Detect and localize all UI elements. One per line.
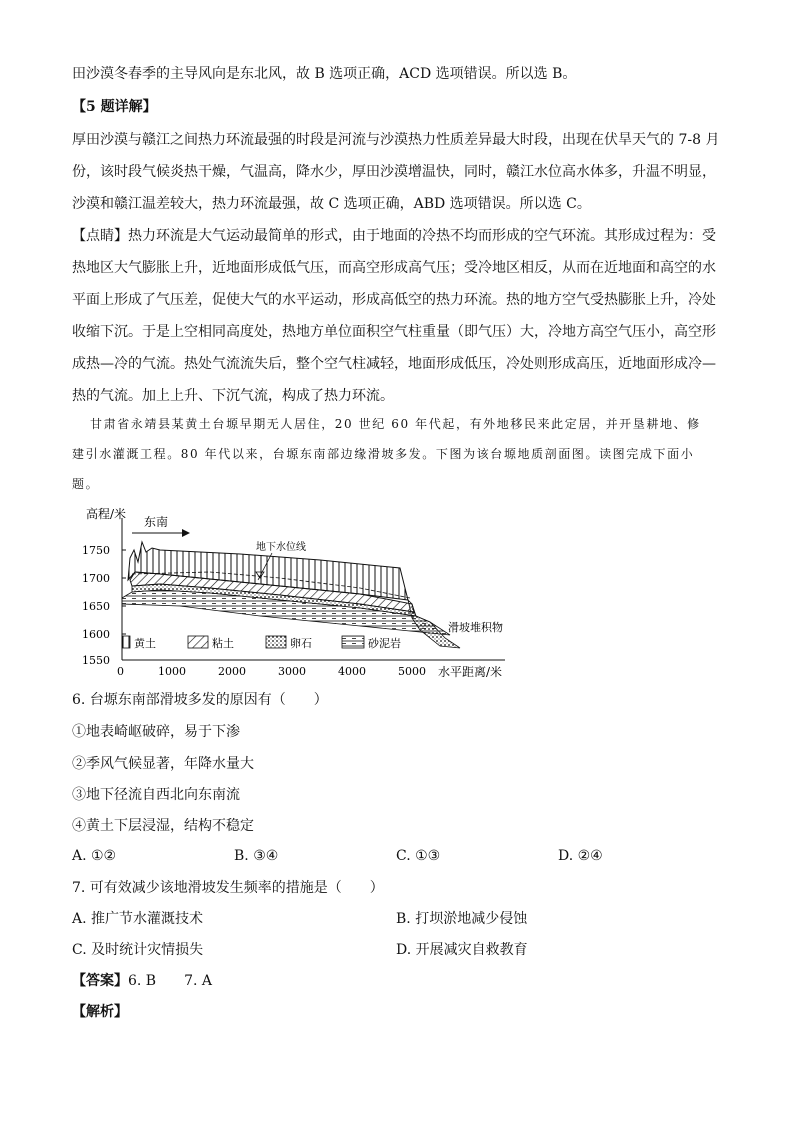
legend-loess: 黄土 <box>134 637 156 650</box>
text-line: 热的气流。加上上升、下沉气流，构成了热力环流。 <box>72 388 394 404</box>
text-line: 收缩下沉。于是上空相同高度处，热地方单位面积空气柱重量（即气压）大，冷地方高空气压小，高空形 <box>72 324 716 340</box>
question-7-option-b: B. 打坝淤地减少侵蚀 <box>396 911 528 927</box>
x-tick-label: 4000 <box>338 665 366 678</box>
question-6-option-a: A. ①② <box>72 848 117 864</box>
x-tick-label: 1000 <box>158 665 186 678</box>
question-6-item: ③地下径流自西北向东南流 <box>72 787 240 803</box>
question-6-option-b: B. ③④ <box>234 848 279 864</box>
y-axis-label: 高程/米 <box>86 507 127 521</box>
question-7-option-a: A. 推广节水灌溉技术 <box>72 911 204 927</box>
question-6-item: ①地表崎岖破碎，易于下渗 <box>72 724 240 740</box>
legend-sandstone: 砂泥岩 <box>368 637 401 650</box>
question-7-option-c: C. 及时统计灾情损失 <box>72 942 204 958</box>
y-tick-label: 1750 <box>82 544 110 557</box>
text-line: 田沙漠冬春季的主导风向是东北风，故 B 选项正确，ACD 选项错误。所以选 B。 <box>72 66 577 82</box>
y-tick-label: 1700 <box>82 572 110 585</box>
x-tick-label: 0 <box>117 665 124 678</box>
legend-gravel: 卵石 <box>290 637 312 650</box>
x-tick-label: 3000 <box>278 665 306 678</box>
y-tick-label: 1650 <box>82 600 110 613</box>
intro-line: 甘肃省永靖县某黄土台塬早期无人居住，20 世纪 60 年代起，有外地移民来此定居，并开垦耕地、修 <box>90 417 701 431</box>
intro-line: 题。 <box>72 477 100 491</box>
answer-text: 6. B 7. A <box>128 973 213 989</box>
question-7-option-d: D. 开展减灾自救教育 <box>396 942 528 958</box>
x-axis-label: 水平距离/米 <box>438 665 503 679</box>
analysis-heading: 【解析】 <box>72 1004 128 1020</box>
question-6-item: ②季风气候显著，年降水量大 <box>72 756 254 772</box>
geologic-profile-figure <box>60 500 530 690</box>
section-heading: 【5 题详解】 <box>72 99 157 115</box>
x-tick-label: 5000 <box>398 665 426 678</box>
answer-line <box>72 971 212 991</box>
text-line: 成热—冷的气流。热处气流流失后，整个空气柱减轻，地面形成低压，冷处则形成高压，近地面形成冷— <box>72 356 716 372</box>
question-6-option-d: D. ②④ <box>558 848 603 864</box>
text-line: 平面上形成了气压差，促使大气的水平运动，形成高低空的热力环流。热的地方空气受热膨胀上升，冷处 <box>72 292 716 308</box>
text-line: 厚田沙漠与赣江之间热力环流最强的时段是河流与沙漠热力性质差异最大时段，出现在伏旱天气的 7-8 月 <box>72 132 720 148</box>
question-6-option-c: C. ①③ <box>396 848 441 864</box>
answer-label: 【答案】 <box>72 973 128 989</box>
direction-label: 东南 <box>144 515 169 529</box>
y-tick-label: 1600 <box>82 628 110 641</box>
intro-line: 建引水灌溉工程。80 年代以来，台塬东南部边缘滑坡多发。下图为该台塬地质剖面图。读图完成下面小 <box>72 447 695 461</box>
y-tick-label: 1550 <box>82 654 110 667</box>
text-line: 份，该时段气候炎热干燥，气温高，降水少，厚田沙漠增温快，同时，赣江水位高水体多，升温不明显， <box>72 164 716 180</box>
tip-line: 【点睛】热力环流是大气运动最简单的形式，由于地面的冷热不均而形成的空气环流。其形成过程为：受 <box>72 228 716 244</box>
deposit-label: 滑坡堆积物 <box>448 621 503 634</box>
text-line: 热地区大气膨胀上升，近地面形成低气压，而高空形成高气压；受冷地区相反，从而在近地面和高空的水 <box>72 260 716 276</box>
legend-clay: 粘土 <box>212 637 234 650</box>
x-tick-label: 2000 <box>218 665 246 678</box>
question-6-item: ④黄土下层浸湿，结构不稳定 <box>72 818 254 834</box>
question-7-stem: 7. 可有效减少该地滑坡发生频率的措施是（ ） <box>72 880 384 896</box>
text-line: 沙漠和赣江温差较大，热力环流最强，故 C 选项正确，ABD 选项错误。所以选 C。 <box>72 196 591 212</box>
groundwater-label: 地下水位线 <box>256 542 306 553</box>
question-6-stem: 6. 台塬东南部滑坡多发的原因有（ ） <box>72 692 328 708</box>
